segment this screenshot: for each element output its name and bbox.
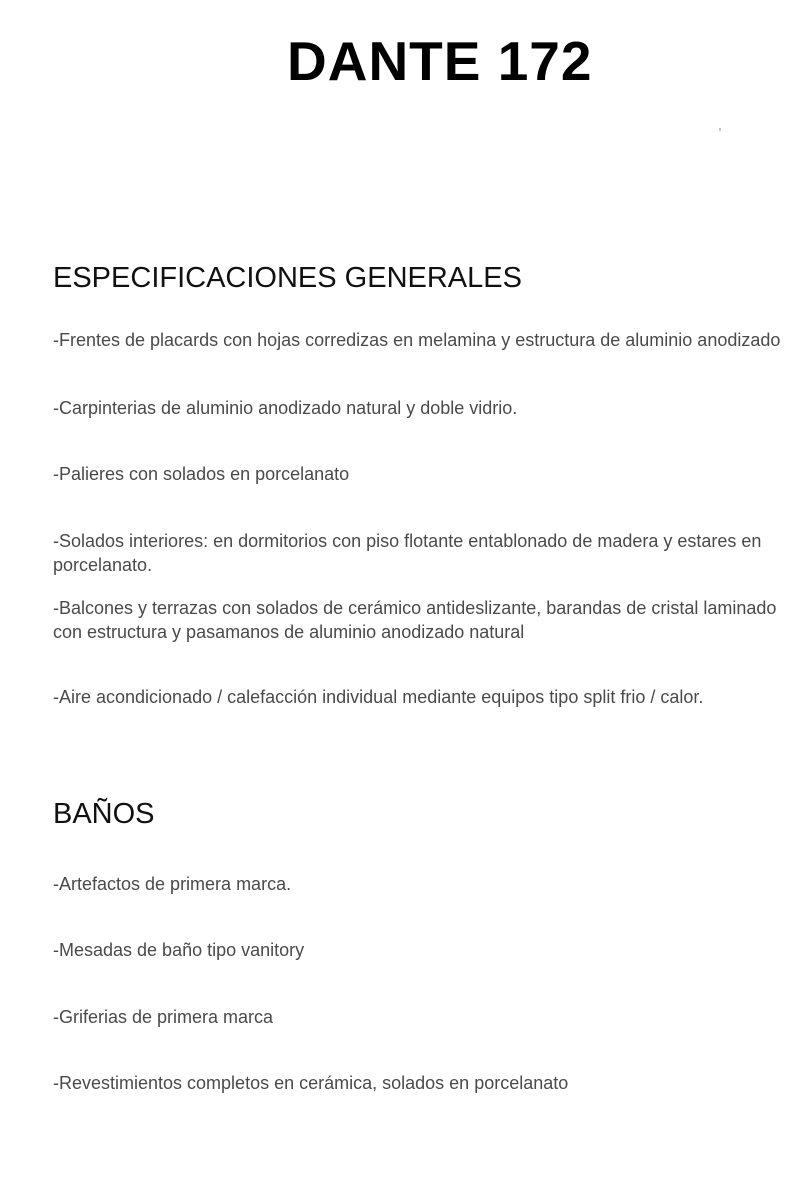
spec-item-balcones: -Balcones y terrazas con solados de cerámico antideslizante, barandas de cristal laminado con estructura y pasamanos de aluminio anodizado natural <box>53 598 777 642</box>
bano-item-mesadas: -Mesadas de baño tipo vanitory <box>53 940 305 960</box>
bano-item-revestimientos: -Revestimientos completos en cerámica, solados en porcelanato <box>53 1073 569 1093</box>
page-title: DANTE 172 <box>287 30 593 92</box>
spec-item-solados-interiores: -Solados interiores: en dormitorios con piso flotante entablonado de madera y estares en porcelanato. <box>53 531 762 575</box>
scan-mark <box>719 128 721 131</box>
spec-item-palieres: -Palieres con solados en porcelanato <box>53 464 350 484</box>
spec-item-carpinterias: -Carpinterias de aluminio anodizado natural y doble vidrio. <box>53 398 518 418</box>
bano-item-artefactos: -Artefactos de primera marca. <box>53 874 292 894</box>
bano-item-griferias: -Griferias de primera marca <box>53 1007 274 1027</box>
section-heading-banos: BAÑOS <box>53 798 155 830</box>
section-heading-general: ESPECIFICACIONES GENERALES <box>53 262 522 294</box>
spec-item-placards: -Frentes de placards con hojas corredizas en melamina y estructura de aluminio anodizado <box>53 330 781 350</box>
spec-item-aire-acondicionado: -Aire acondicionado / calefacción individual mediante equipos tipo split frio / calor. <box>53 687 704 707</box>
